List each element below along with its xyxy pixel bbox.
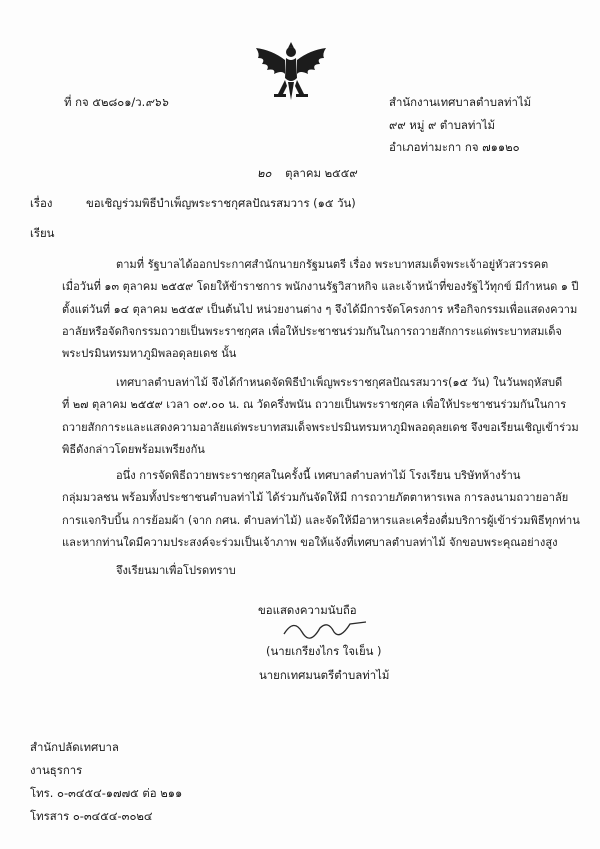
body-paragraph-1 — [62, 254, 579, 365]
paragraph-line: พระปรมินทรมหาภูมิพลอดุลยเดช นั้น — [62, 347, 237, 361]
footer-phone: โทร. ๐-๓๔๕๔-๑๗๗๕ ต่อ ๒๑๑ — [30, 786, 183, 800]
footer-section: งานธุรการ — [30, 763, 83, 777]
document-number — [64, 95, 168, 109]
date-month-year: ตุลาคม ๒๕๕๙ — [285, 166, 358, 180]
sender-line-3: อำเภอท่ามะกา กจ ๗๑๑๒๐ — [389, 140, 520, 154]
paragraph-line: พิธีดังกล่าวโดยพร้อมเพรียงกัน — [62, 442, 205, 456]
paragraph-line: เมื่อวันที่ ๑๓ ตุลาคม ๒๕๕๙ โดยให้ข้าราชการ พนักงานรัฐวิสาหกิจ และเจ้าหน้าที่ของรัฐไว้ทุกข์ มีกำหนด ๑ ปี — [62, 280, 579, 294]
paragraph-line: ตั้งแต่วันที่ ๑๔ ตุลาคม ๒๕๕๙ เป็นต้นไป หน่วยงานต่าง ๆ จึงได้มีการจัดโครงการ หรือกิจกรรมเพื่อแสดงความ — [62, 302, 578, 316]
paragraph-line: และหากท่านใดมีความประสงค์จะร่วมเป็นเจ้าภาพ ขอให้แจ้งที่เทศบาลตำบลท่าไม้ จักขอบพระคุณอย่างสูง — [62, 535, 558, 549]
paragraph-line: กลุ่มมวลชน พร้อมทั้งประชาชนตำบลท่าไม้ ได้ร่วมกันจัดให้มี การถวายภัตตาหารเพล การลงนามถวายอาลัย — [62, 491, 569, 505]
signature-icon — [280, 614, 370, 642]
paragraph-line: ตามที่ รัฐบาลได้ออกประกาศสำนักนายกรัฐมนตรี เรื่อง พระบาทสมเด็จพระเจ้าอยู่หัวสวรรคต — [116, 258, 549, 271]
paragraph-line: การแจกริบบิ้น การย้อมผ้า (จาก กศน. ตำบลท่าไม้) และจัดให้มีอาหารและเครื่องดื่มบริการผู้เข้าร่วมพิธีทุกท่าน — [62, 513, 580, 527]
footer-department: สำนักปลัดเทศบาล — [30, 740, 119, 754]
signer-title: นายกเทศมนตรีตำบลท่าไม้ — [259, 668, 390, 682]
paragraph-line: อาลัยหรือจัดกิจกรรมถวายเป็นพระราชกุศล เพื่อให้ประชาชนร่วมกันในการถวายสักการะแด่พระบาทสมเด็จ — [62, 324, 562, 338]
date-day: ๒๐ — [257, 166, 272, 180]
closing-request — [62, 560, 552, 582]
paragraph-line: เทศบาลตำบลท่าไม้ จึงได้กำหนดจัดพิธีบำเพ็ญพระราชกุศลปัณรสมวาร(๑๕ วัน) ในวันพฤหัสบดี — [116, 376, 563, 389]
paragraph-line: ที่ ๒๗ ตุลาคม ๒๕๕๙ เวลา ๐๙.๐๐ น. ณ วัดครึ่งพนัน ถวายเป็นพระราชกุศล เพื่อให้ประชาชนร่วมกันในการ — [62, 398, 567, 412]
subject-label: เรื่อง — [30, 196, 53, 210]
subject-text: ขอเชิญร่วมพิธีบำเพ็ญพระราชกุศลปัณรสมวาร (๑๕ วัน) — [86, 196, 356, 210]
paragraph-line: ถวายสักการะและแสดงความอาลัยแด่พระบาทสมเด็จพระปรมินทรมหาภูมิพลอดุลยเดช จึงขอเรียนเชิญเข้าร่วม — [62, 420, 579, 434]
signer-name: (นายเกรียงไกร ใจเย็น ) — [266, 644, 382, 658]
body-paragraph-3 — [62, 465, 580, 554]
letter-date — [257, 166, 358, 180]
paragraph-line: อนึ่ง การจัดพิธีถวายพระราชกุศลในครั้งนี้ เทศบาลตำบลท่าไม้ โรงเรียน บริษัทห้างร้าน — [116, 469, 521, 482]
sender-line-1: สำนักงานเทศบาลตำบลท่าไม้ — [389, 95, 532, 109]
doc-number-handwritten: ๙๖๖ — [145, 95, 169, 109]
doc-number-value: ๕๒๘๐๑/ว. — [92, 95, 146, 109]
footer-fax: โทรสาร ๐-๓๔๕๔-๓๐๒๔ — [30, 809, 153, 823]
closing-salutation: ขอแสดงความนับถือ — [258, 603, 357, 617]
sender-line-2: ๙๙ หมู่ ๙ ตำบลท่าไม้ — [389, 118, 496, 132]
garuda-emblem-icon — [252, 38, 330, 104]
body-paragraph-2 — [62, 372, 579, 461]
paragraph-line: จึงเรียนมาเพื่อโปรดทราบ — [116, 564, 236, 577]
salutation: เรียน — [30, 226, 55, 240]
doc-number-prefix: ที่ กจ — [64, 95, 89, 109]
